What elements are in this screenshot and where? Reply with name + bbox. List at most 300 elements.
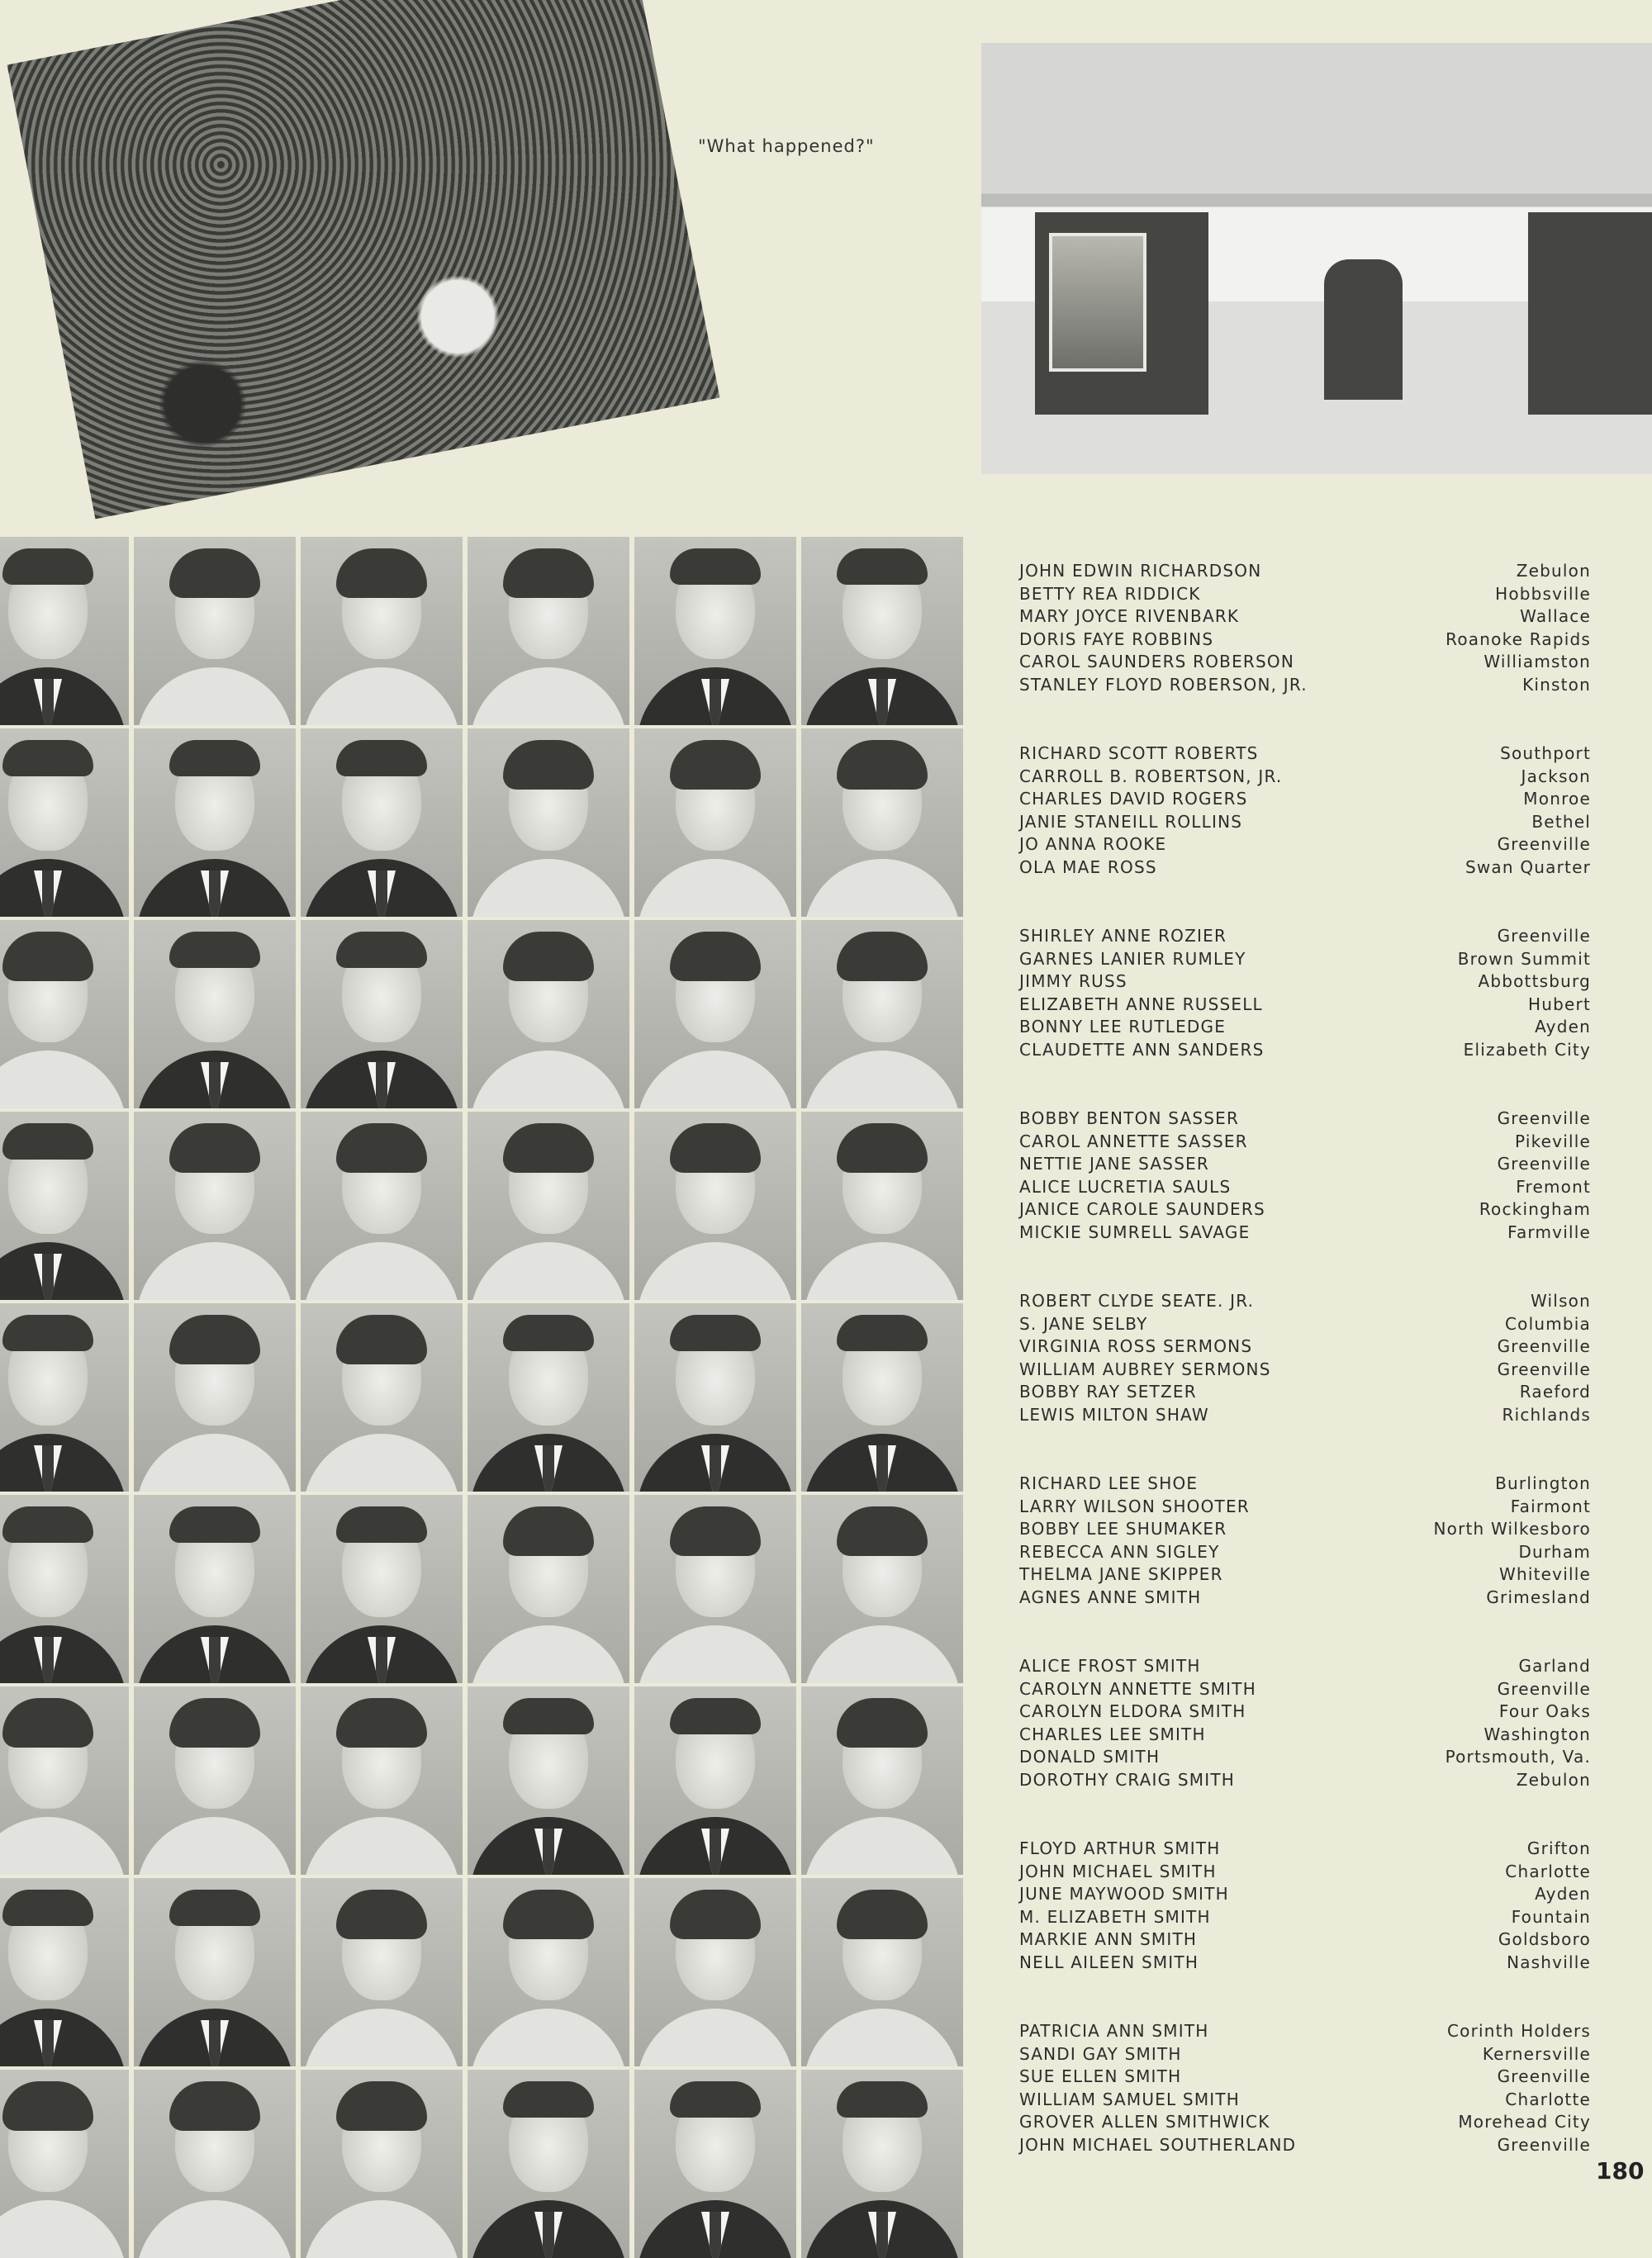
student-portrait — [301, 1112, 463, 1300]
portrait-shoulders — [0, 2200, 126, 2258]
portrait-hair — [503, 2081, 594, 2118]
student-hometown: Columbia — [1504, 1313, 1591, 1334]
student-portrait — [301, 920, 463, 1108]
portrait-hair — [2, 1315, 93, 1351]
student-entry — [1019, 742, 1591, 766]
student-entry — [1019, 1724, 1591, 1747]
name-group — [1019, 742, 1591, 879]
student-name: JIMMY RUSS — [1019, 971, 1127, 991]
student-entry — [1019, 2020, 1591, 2043]
student-portrait — [801, 1303, 963, 1492]
student-entry — [1019, 1381, 1591, 1404]
student-portrait — [0, 537, 129, 725]
student-hometown: Portsmouth, Va. — [1445, 1747, 1591, 1767]
student-hometown: Morehead City — [1458, 2112, 1591, 2132]
student-portrait — [0, 920, 129, 1108]
student-hometown: Kinston — [1522, 674, 1591, 695]
student-entry — [1019, 1359, 1591, 1382]
student-name: ALICE LUCRETIA SAULS — [1019, 1176, 1232, 1197]
student-hometown: Williamston — [1483, 652, 1591, 671]
student-entry — [1019, 674, 1591, 697]
student-name: JOHN EDWIN RICHARDSON — [1019, 561, 1262, 581]
student-hometown: Southport — [1500, 743, 1591, 763]
portrait-hair — [837, 1315, 928, 1351]
student-entry — [1019, 856, 1591, 880]
portrait-shoulders — [136, 667, 293, 725]
student-entry — [1019, 2043, 1591, 2066]
student-portrait — [134, 537, 296, 725]
student-hometown: North Wilkesboro — [1433, 1519, 1591, 1539]
student-hometown: Greenville — [1497, 1678, 1591, 1699]
student-portrait — [0, 1495, 129, 1683]
portrait-shoulders — [637, 667, 794, 725]
portrait-shoulders — [637, 1625, 794, 1683]
portrait-hair — [670, 1698, 761, 1734]
student-entry — [1019, 1222, 1591, 1245]
student-entry — [1019, 1906, 1591, 1929]
student-portrait — [301, 728, 463, 917]
student-portrait — [134, 1878, 296, 2066]
student-portrait — [301, 1878, 463, 2066]
student-hometown: Zebulon — [1516, 561, 1591, 581]
student-entry — [1019, 1701, 1591, 1724]
portrait-hair — [2, 740, 93, 776]
student-name: JUNE MAYWOOD SMITH — [1019, 1884, 1229, 1904]
student-portrait — [301, 1303, 463, 1492]
student-name: CAROL ANNETTE SASSER — [1019, 1131, 1248, 1151]
student-portrait — [0, 1686, 129, 1875]
student-hometown: Hubert — [1528, 994, 1591, 1014]
student-portrait — [801, 920, 963, 1108]
student-entry — [1019, 1541, 1591, 1564]
student-portrait — [634, 920, 796, 1108]
portrait-shoulders — [136, 1434, 293, 1492]
student-entry — [1019, 2066, 1591, 2089]
portrait-shoulders — [136, 2009, 293, 2066]
student-name: WILLIAM SAMUEL SMITH — [1019, 2089, 1241, 2109]
student-entry — [1019, 1746, 1591, 1769]
portrait-shoulders — [804, 1242, 961, 1300]
student-portrait — [301, 537, 463, 725]
portrait-hair — [336, 1890, 427, 1939]
portrait-shoulders — [303, 1817, 460, 1875]
student-hometown: Roanoke Rapids — [1446, 629, 1591, 649]
student-hometown: Pikeville — [1515, 1131, 1591, 1151]
student-entry — [1019, 1883, 1591, 1906]
portrait-shoulders — [0, 1434, 126, 1492]
portrait-hair — [336, 1315, 427, 1364]
student-name: NELL AILEEN SMITH — [1019, 1952, 1199, 1972]
student-hometown: Greenville — [1497, 2066, 1591, 2086]
portrait-shoulders — [804, 1434, 961, 1492]
portrait-shoulders — [470, 1625, 627, 1683]
student-portrait — [0, 1303, 129, 1492]
student-name: GROVER ALLEN SMITHWICK — [1019, 2112, 1270, 2132]
portrait-hair — [503, 1123, 594, 1173]
student-hometown: Greenville — [1497, 1359, 1591, 1379]
student-entry — [1019, 1108, 1591, 1131]
portrait-hair — [169, 740, 260, 776]
student-entry — [1019, 1496, 1591, 1519]
student-name: M. ELIZABETH SMITH — [1019, 1906, 1211, 1927]
student-hometown: Four Oaks — [1498, 1701, 1591, 1721]
student-name: SHIRLEY ANNE ROZIER — [1019, 926, 1227, 946]
portrait-hair — [503, 1506, 594, 1556]
portrait-shoulders — [303, 2200, 460, 2258]
student-hometown: Greenville — [1497, 1336, 1591, 1356]
portrait-shoulders — [804, 859, 961, 917]
student-hometown: Goldsboro — [1498, 1929, 1591, 1949]
student-entry — [1019, 629, 1591, 652]
student-portrait — [468, 2070, 629, 2258]
portrait-hair — [670, 1506, 761, 1556]
student-entry — [1019, 948, 1591, 971]
student-hometown: Richlands — [1502, 1404, 1591, 1425]
student-name: BOBBY BENTON SASSER — [1019, 1108, 1240, 1128]
student-entry — [1019, 1176, 1591, 1199]
student-name: REBECCA ANN SIGLEY — [1019, 1541, 1220, 1562]
photo-caption: "What happened?" — [698, 136, 875, 156]
portrait-shoulders — [0, 859, 126, 917]
student-name: AGNES ANNE SMITH — [1019, 1587, 1202, 1607]
portrait-shoulders — [804, 1625, 961, 1683]
portrait-hair — [2, 2081, 93, 2131]
student-name: DOROTHY CRAIG SMITH — [1019, 1769, 1236, 1790]
student-entry — [1019, 560, 1591, 583]
student-entry — [1019, 970, 1591, 994]
portrait-hair — [169, 932, 260, 968]
student-name: LEWIS MILTON SHAW — [1019, 1404, 1209, 1425]
student-entry — [1019, 583, 1591, 606]
portrait-shoulders — [0, 1625, 126, 1683]
student-name: CLAUDETTE ANN SANDERS — [1019, 1039, 1265, 1060]
portrait-hair — [503, 1698, 594, 1734]
portrait-hair — [837, 1698, 928, 1748]
portrait-shoulders — [136, 1242, 293, 1300]
student-entry — [1019, 1769, 1591, 1792]
student-entry — [1019, 788, 1591, 811]
student-portrait — [634, 728, 796, 917]
portrait-shoulders — [637, 1051, 794, 1108]
student-name: PATRICIA ANN SMITH — [1019, 2021, 1209, 2041]
student-name: BONNY LEE RUTLEDGE — [1019, 1017, 1227, 1036]
portrait-hair — [2, 1506, 93, 1543]
portrait-hair — [503, 1890, 594, 1939]
portrait-shoulders — [470, 667, 627, 725]
portrait-shoulders — [470, 2009, 627, 2066]
student-entry — [1019, 2111, 1591, 2134]
student-hometown: Rockingham — [1479, 1199, 1591, 1219]
student-name: DORIS FAYE ROBBINS — [1019, 629, 1214, 649]
student-name: ROBERT CLYDE SEATE. JR. — [1019, 1291, 1255, 1311]
student-portrait — [801, 537, 963, 725]
portrait-shoulders — [804, 667, 961, 725]
portrait-shoulders — [637, 1242, 794, 1300]
student-portrait — [0, 1112, 129, 1300]
student-hometown: Charlotte — [1505, 1861, 1591, 1881]
name-group — [1019, 560, 1591, 696]
student-entry — [1019, 1655, 1591, 1678]
portrait-hair — [336, 932, 427, 968]
student-hometown: Ayden — [1535, 1017, 1591, 1036]
student-name: OLA MAE ROSS — [1019, 856, 1157, 877]
student-hometown: Zebulon — [1516, 1769, 1591, 1790]
student-entry — [1019, 605, 1591, 629]
student-name: CAROLYN ANNETTE SMITH — [1019, 1678, 1256, 1699]
student-hometown: Kernersville — [1482, 2043, 1591, 2064]
portrait-hair — [2, 1698, 93, 1748]
student-name: SUE ELLEN SMITH — [1019, 2066, 1182, 2086]
student-entry — [1019, 1016, 1591, 1039]
portrait-shoulders — [136, 859, 293, 917]
portrait-hair — [837, 1890, 928, 1939]
portrait-hair — [837, 548, 928, 585]
student-hometown: Ayden — [1535, 1884, 1591, 1904]
portrait-hair — [670, 1315, 761, 1351]
library-painting — [1049, 233, 1146, 372]
student-portrait — [801, 728, 963, 917]
student-portrait — [801, 2070, 963, 2258]
student-hometown: Fountain — [1511, 1906, 1591, 1927]
student-portrait — [634, 537, 796, 725]
student-hometown: Wallace — [1520, 606, 1591, 626]
student-name: WILLIAM AUBREY SERMONS — [1019, 1359, 1271, 1379]
student-portrait — [468, 1495, 629, 1683]
name-group — [1019, 1838, 1591, 1974]
portrait-hair — [336, 1123, 427, 1173]
student-hometown: Hobbsville — [1495, 583, 1591, 604]
student-portrait — [634, 1303, 796, 1492]
student-hometown: Brown Summit — [1457, 948, 1591, 969]
student-name: THELMA JANE SKIPPER — [1019, 1564, 1223, 1584]
student-entry — [1019, 1678, 1591, 1701]
student-name-list — [1019, 560, 1591, 2203]
portrait-shoulders — [804, 2009, 961, 2066]
portrait-shoulders — [470, 1434, 627, 1492]
student-hometown: Greenville — [1497, 1108, 1591, 1128]
student-hometown: Grifton — [1526, 1838, 1591, 1858]
student-portrait — [134, 920, 296, 1108]
student-portrait — [134, 1686, 296, 1875]
library-people — [1324, 259, 1403, 400]
portrait-hair — [503, 740, 594, 790]
student-hometown: Greenville — [1497, 1154, 1591, 1174]
portrait-shoulders — [0, 667, 126, 725]
student-name: SANDI GAY SMITH — [1019, 2043, 1182, 2064]
student-name: MICKIE SUMRELL SAVAGE — [1019, 1222, 1251, 1242]
student-name: BETTY REA RIDDICK — [1019, 583, 1201, 604]
student-hometown: Burlington — [1495, 1473, 1591, 1493]
portrait-shoulders — [804, 1817, 961, 1875]
portrait-hair — [336, 2081, 427, 2131]
student-portrait — [634, 1495, 796, 1683]
portrait-shoulders — [470, 859, 627, 917]
portrait-hair — [169, 1315, 260, 1364]
portrait-hair — [169, 1506, 260, 1543]
student-hometown: Whiteville — [1499, 1564, 1591, 1584]
student-portrait — [134, 1112, 296, 1300]
student-name: GARNES LANIER RUMLEY — [1019, 948, 1246, 969]
student-portrait — [0, 1878, 129, 2066]
student-hometown: Raeford — [1519, 1382, 1591, 1402]
student-hometown: Swan Quarter — [1464, 856, 1591, 877]
student-portrait — [801, 1878, 963, 2066]
student-hometown: Bethel — [1531, 811, 1591, 832]
student-portrait — [801, 1495, 963, 1683]
student-name: ALICE FROST SMITH — [1019, 1656, 1201, 1676]
student-entry — [1019, 1153, 1591, 1176]
student-entry — [1019, 994, 1591, 1017]
portrait-shoulders — [0, 1817, 126, 1875]
student-name: JANIE STANEILL ROLLINS — [1019, 811, 1243, 832]
student-entry — [1019, 1473, 1591, 1496]
student-hometown: Greenville — [1497, 834, 1591, 854]
student-name: CHARLES LEE SMITH — [1019, 1724, 1206, 1744]
portrait-hair — [670, 548, 761, 585]
student-hometown: Charlotte — [1505, 2089, 1591, 2109]
student-name: STANLEY FLOYD ROBERSON, JR. — [1019, 674, 1308, 695]
library-display-panel-right — [1528, 212, 1652, 415]
portrait-hair — [837, 1506, 928, 1556]
portrait-shoulders — [804, 2200, 961, 2258]
student-portrait — [468, 537, 629, 725]
student-entry — [1019, 1404, 1591, 1427]
student-hometown: Greenville — [1497, 2134, 1591, 2155]
student-hometown: Elizabeth City — [1463, 1039, 1591, 1060]
student-hometown: Monroe — [1523, 789, 1591, 809]
student-portrait — [634, 1686, 796, 1875]
student-hometown: Farmville — [1507, 1222, 1591, 1242]
portrait-shoulders — [470, 2200, 627, 2258]
portrait-shoulders — [303, 1434, 460, 1492]
student-entry — [1019, 1838, 1591, 1861]
portrait-hair — [670, 2081, 761, 2118]
student-name: BOBBY RAY SETZER — [1019, 1382, 1197, 1402]
portrait-hair — [336, 740, 427, 776]
student-hometown: Nashville — [1507, 1952, 1591, 1972]
student-entry — [1019, 2134, 1591, 2157]
student-hometown: Fairmont — [1510, 1496, 1591, 1516]
student-name: ELIZABETH ANNE RUSSELL — [1019, 994, 1263, 1014]
portrait-shoulders — [637, 1434, 794, 1492]
portrait-shoulders — [136, 1051, 293, 1108]
page-number: 180 — [1596, 2157, 1645, 2184]
portrait-shoulders — [303, 1625, 460, 1683]
portrait-hair — [2, 1890, 93, 1926]
student-entry — [1019, 811, 1591, 834]
portrait-shoulders — [303, 1051, 460, 1108]
student-portrait — [0, 2070, 129, 2258]
student-portrait — [634, 1112, 796, 1300]
portrait-hair — [837, 2081, 928, 2118]
student-hometown: Grimesland — [1486, 1587, 1591, 1607]
portrait-shoulders — [637, 859, 794, 917]
student-portrait — [801, 1112, 963, 1300]
portrait-grid — [0, 537, 963, 2258]
student-hometown: Jackson — [1521, 766, 1591, 786]
student-portrait — [468, 728, 629, 917]
portrait-shoulders — [0, 1242, 126, 1300]
student-hometown: Washington — [1483, 1724, 1591, 1744]
student-hometown: Fremont — [1516, 1176, 1591, 1197]
portrait-hair — [670, 932, 761, 981]
student-portrait — [468, 1303, 629, 1492]
portrait-hair — [670, 1123, 761, 1173]
portrait-shoulders — [303, 859, 460, 917]
student-portrait — [801, 1686, 963, 1875]
student-name: CHARLES DAVID ROGERS — [1019, 789, 1248, 809]
name-group — [1019, 1473, 1591, 1609]
name-group — [1019, 1108, 1591, 1244]
student-portrait — [134, 1495, 296, 1683]
student-entry — [1019, 1335, 1591, 1359]
student-hometown: Durham — [1518, 1541, 1591, 1562]
portrait-shoulders — [470, 1817, 627, 1875]
student-portrait — [634, 1878, 796, 2066]
student-entry — [1019, 1131, 1591, 1154]
student-name: DONALD SMITH — [1019, 1747, 1161, 1767]
student-entry — [1019, 1290, 1591, 1313]
student-hometown: Greenville — [1497, 926, 1591, 946]
student-entry — [1019, 1587, 1591, 1610]
student-name: VIRGINIA ROSS SERMONS — [1019, 1336, 1253, 1356]
portrait-hair — [169, 1123, 260, 1173]
portrait-shoulders — [0, 1051, 126, 1108]
student-entry — [1019, 2089, 1591, 2112]
student-portrait — [0, 728, 129, 917]
student-portrait — [301, 2070, 463, 2258]
student-name: CAROL SAUNDERS ROBERSON — [1019, 652, 1295, 671]
crowd-photo — [7, 0, 720, 519]
portrait-hair — [837, 1123, 928, 1173]
student-portrait — [468, 1112, 629, 1300]
name-group — [1019, 1290, 1591, 1426]
student-portrait — [468, 920, 629, 1108]
student-hometown: Garland — [1518, 1656, 1591, 1676]
student-name: S. JANE SELBY — [1019, 1313, 1148, 1334]
portrait-shoulders — [136, 1817, 293, 1875]
student-name: NETTIE JANE SASSER — [1019, 1154, 1210, 1174]
student-entry — [1019, 925, 1591, 948]
student-portrait — [468, 1686, 629, 1875]
portrait-hair — [169, 548, 260, 598]
student-entry — [1019, 1952, 1591, 1975]
student-portrait — [468, 1878, 629, 2066]
portrait-shoulders — [0, 2009, 126, 2066]
student-portrait — [301, 1495, 463, 1683]
portrait-hair — [169, 2081, 260, 2131]
student-entry — [1019, 1928, 1591, 1952]
student-portrait — [134, 728, 296, 917]
student-entry — [1019, 1518, 1591, 1541]
portrait-shoulders — [136, 1625, 293, 1683]
student-portrait — [634, 2070, 796, 2258]
portrait-hair — [503, 548, 594, 598]
student-entry — [1019, 651, 1591, 674]
portrait-hair — [336, 1698, 427, 1748]
portrait-hair — [503, 932, 594, 981]
portrait-hair — [336, 548, 427, 598]
student-name: MARY JOYCE RIVENBARK — [1019, 606, 1240, 626]
student-name: JOHN MICHAEL SOUTHERLAND — [1019, 2134, 1297, 2155]
portrait-hair — [837, 932, 928, 981]
student-name: JO ANNA ROOKE — [1019, 834, 1167, 854]
portrait-shoulders — [303, 2009, 460, 2066]
student-name: FLOYD ARTHUR SMITH — [1019, 1838, 1221, 1858]
portrait-hair — [670, 740, 761, 790]
portrait-shoulders — [136, 2200, 293, 2258]
portrait-hair — [2, 548, 93, 585]
